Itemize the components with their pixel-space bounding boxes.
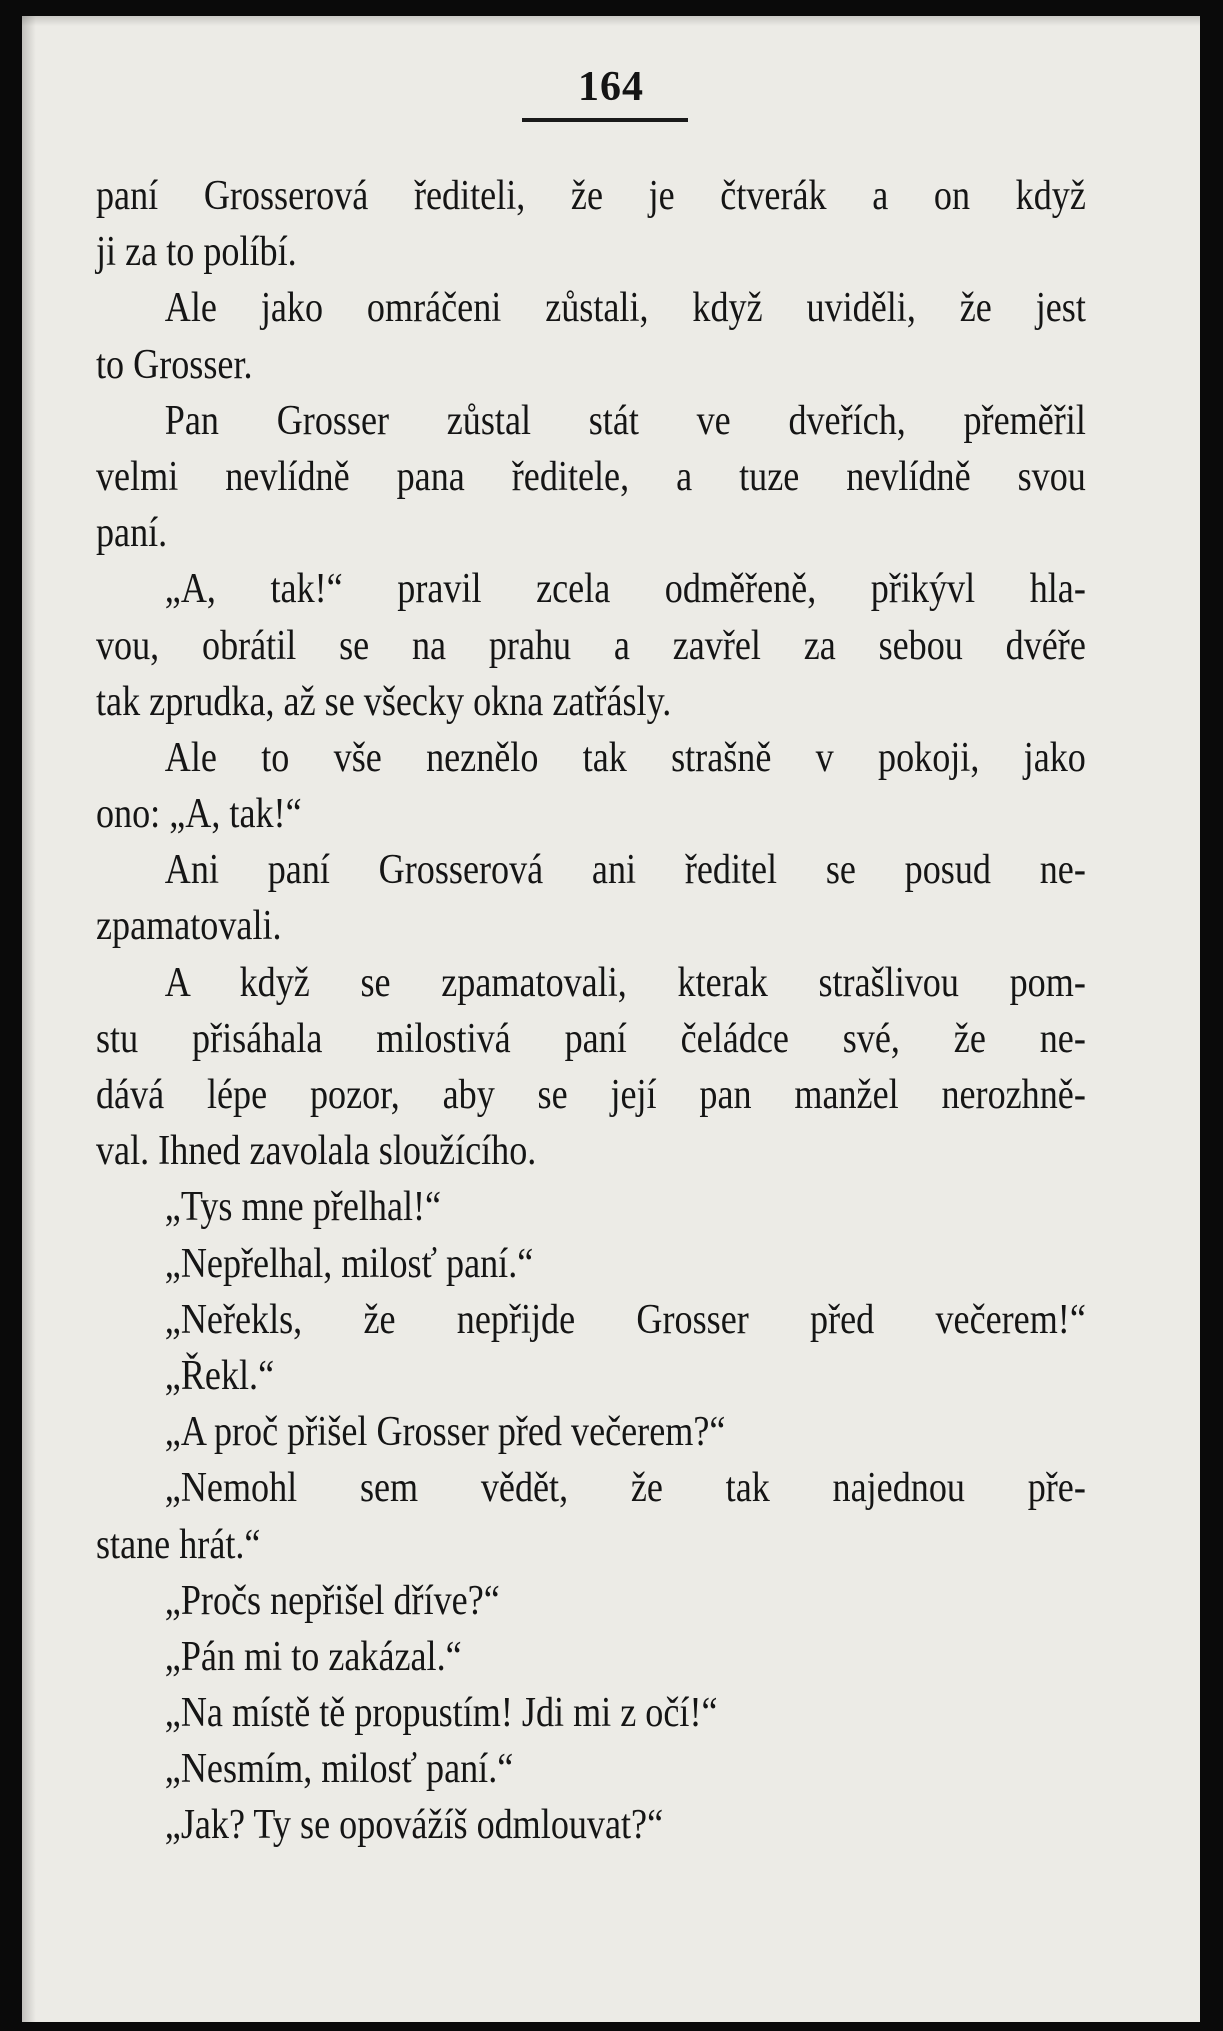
text-line: Ale to vše neznělo tak strašně v pokoji, jako	[164, 734, 1086, 781]
text-line: „Nesmím, milosť paní.“	[164, 1746, 514, 1793]
text-line: „Pán mi to zakázal.“	[164, 1633, 462, 1680]
text-line: Ale jako omráčeni zůstali, když uviděli, že jest	[164, 285, 1086, 332]
text-line: „Nepřelhal, milosť paní.“	[164, 1240, 534, 1287]
page-edge-shadow	[22, 16, 36, 2022]
text-line: tak zprudka, až se všecky okna zatřásly.	[96, 678, 672, 725]
text-line: to Grosser.	[96, 341, 253, 388]
text-line: „Nemohl sem vědět, že tak najednou pře-	[164, 1465, 1086, 1512]
book-page	[22, 16, 1200, 2022]
text-line: „A, tak!“ pravil zcela odměřeně, přikývl hla-	[164, 566, 1086, 613]
text-line: ji za to políbí.	[96, 229, 297, 276]
text-line: Pan Grosser zůstal stát ve dveřích, přeměřil	[164, 397, 1086, 444]
text-line: paní Grosserová řediteli, že je čtverák a on když	[96, 173, 1086, 219]
text-line: velmi nevlídně pana ředitele, a tuze nevlídně svou	[96, 453, 1086, 500]
text-line: stu přisáhala milostivá paní čeládce své, že ne-	[96, 1015, 1086, 1062]
page-number: 164	[578, 64, 644, 110]
page-top-shadow	[22, 16, 1200, 26]
page-number-underline	[522, 118, 688, 122]
page-text	[96, 168, 1086, 1854]
text-line: vou, obrátil se na prahu a zavřel za sebou dvéře	[96, 622, 1086, 669]
text-line: stane hrát.“	[96, 1521, 261, 1568]
text-line: ono: „A, tak!“	[96, 791, 302, 838]
text-line: „Na místě tě propustím! Jdi mi z očí!“	[164, 1690, 718, 1737]
text-line: Ani paní Grosserová ani ředitel se posud ne-	[164, 847, 1086, 894]
text-line: „A proč přišel Grosser před večerem?“	[164, 1409, 726, 1456]
text-line: val. Ihned zavolala sloužícího.	[96, 1128, 537, 1175]
text-line: „Řekl.“	[164, 1352, 275, 1399]
text-line: „Pročs nepřišel dříve?“	[164, 1577, 500, 1624]
text-line: zpamatovali.	[96, 903, 282, 950]
text-line: „Neřekls, že nepřijde Grosser před večerem!“	[164, 1296, 1086, 1343]
text-line: A když se zpamatovali, kterak strašlivou pom-	[164, 959, 1086, 1006]
text-line: „Tys mne přelhal!“	[164, 1184, 442, 1231]
text-line: „Jak? Ty se opovážíš odmlouvat?“	[164, 1802, 664, 1849]
text-line: dává lépe pozor, aby se její pan manžel nerozhně-	[96, 1072, 1086, 1118]
text-line: paní.	[96, 510, 168, 557]
